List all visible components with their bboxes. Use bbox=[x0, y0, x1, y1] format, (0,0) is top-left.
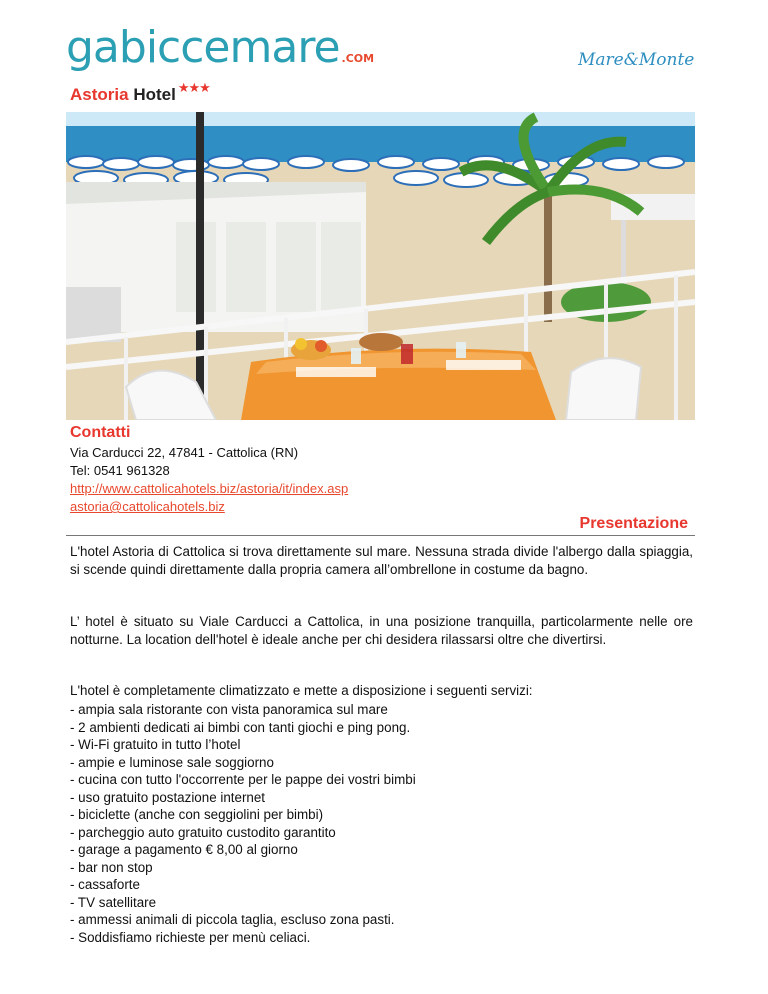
list-item: - 2 ambienti dedicati ai bimbi con tanti giochi e ping pong. bbox=[70, 719, 411, 735]
list-item: - bar non stop bbox=[70, 859, 153, 875]
contact-website-link[interactable]: http://www.cattolicahotels.biz/astoria/it/index.asp bbox=[70, 481, 349, 496]
list-item: - ampia sala ristorante con vista panoramica sul mare bbox=[70, 702, 388, 717]
services-intro: L'hotel è completamente climatizzato e mette a disposizione i seguenti servizi: bbox=[70, 683, 533, 698]
list-item: - ampie e luminose sale soggiorno bbox=[70, 754, 274, 770]
contacts-heading: Contatti bbox=[70, 424, 131, 441]
presentation-paragraph-2: L’ hotel è situato su Viale Carducci a Cattolica, in una posizione tranquilla, particolarmente nelle ore notturne. La location dell'hotel è ideale anche per chi desidera rilassarsi oltre che divertirsi. bbox=[70, 614, 693, 647]
hotel-photo bbox=[66, 112, 695, 420]
presentation-heading: Presentazione bbox=[579, 515, 688, 532]
services-list bbox=[70, 701, 416, 946]
section-divider bbox=[66, 535, 695, 536]
list-item: - ammessi animali di piccola taglia, escluso zona pasti. bbox=[70, 912, 395, 927]
presentation-paragraph-1: L'hotel Astoria di Cattolica si trova direttamente sul mare. Nessuna strada divide l'albergo dalla spiaggia, si scende quindi direttamente dalla propria camera all’ombrellone in costume da bagno. bbox=[70, 544, 693, 577]
logo-com-text: .COM bbox=[341, 52, 375, 65]
list-item: - garage a pagamento € 8,00 al giorno bbox=[70, 842, 298, 857]
contact-address: Via Carducci 22, 47841 - Cattolica (RN) bbox=[70, 445, 299, 460]
gabiccemare-logo[interactable] bbox=[66, 22, 375, 73]
list-item: - TV satellitare bbox=[70, 894, 157, 910]
hotel-title bbox=[70, 80, 210, 105]
list-item: - cucina con tutto l'occorrente per le pappe dei vostri bimbi bbox=[70, 772, 416, 787]
contact-phone: Tel: 0541 961328 bbox=[70, 463, 170, 478]
list-item: - biciclette (anche con seggiolini per bimbi) bbox=[70, 807, 324, 822]
contact-email-link[interactable]: astoria@cattolicahotels.biz bbox=[70, 499, 225, 514]
list-item: - cassaforte bbox=[70, 877, 140, 892]
beach-terrace-illustration bbox=[66, 112, 695, 420]
list-item: - parcheggio auto gratuito custodito garantito bbox=[70, 824, 336, 840]
list-item: - Soddisfiamo richieste per menù celiaci. bbox=[70, 929, 311, 945]
mare-monte-logo[interactable]: Mare&Monte bbox=[578, 50, 695, 70]
hotel-kind: Hotel bbox=[133, 85, 176, 104]
hotel-name: Astoria bbox=[70, 85, 129, 104]
logo-mare-text: mare bbox=[229, 22, 340, 73]
beach-cabins bbox=[66, 182, 366, 342]
list-item: - Wi-Fi gratuito in tutto l’hotel bbox=[70, 737, 241, 752]
list-item: - uso gratuito postazione internet bbox=[70, 789, 266, 805]
hotel-stars-icon: ★★★ bbox=[177, 80, 210, 95]
logo-gabicce-text: gabicce bbox=[66, 22, 230, 73]
